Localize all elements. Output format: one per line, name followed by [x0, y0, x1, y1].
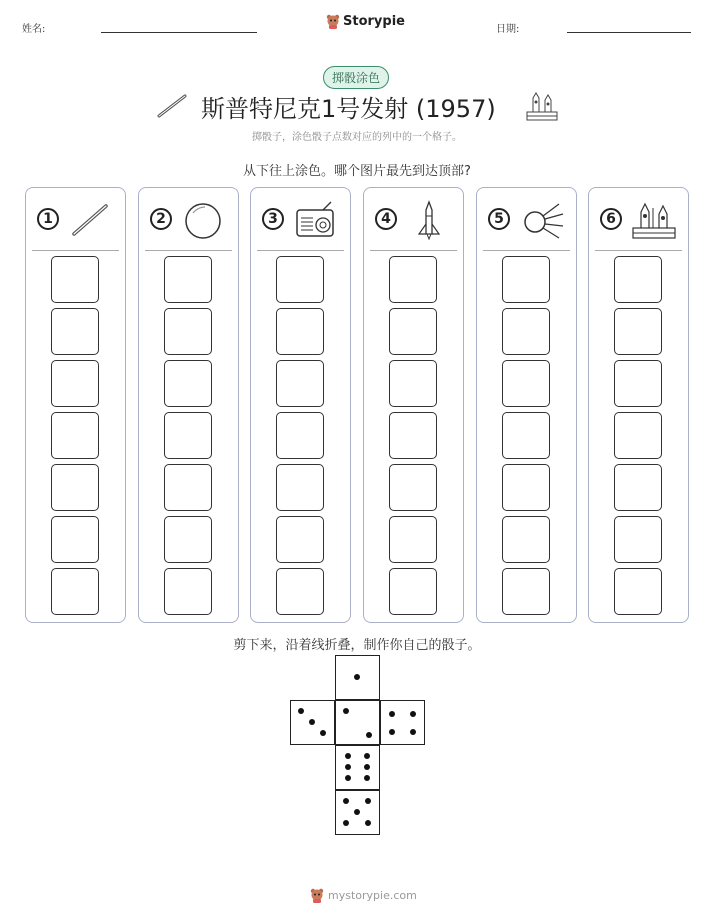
color-cell[interactable] — [502, 256, 550, 303]
color-cell[interactable] — [164, 568, 212, 615]
color-cell[interactable] — [276, 412, 324, 459]
color-cell[interactable] — [51, 412, 99, 459]
color-cell[interactable] — [389, 412, 437, 459]
color-cell[interactable] — [51, 464, 99, 511]
color-cell[interactable] — [164, 360, 212, 407]
color-cell[interactable] — [51, 256, 99, 303]
antenna-icon — [156, 93, 188, 119]
color-cell[interactable] — [614, 568, 662, 615]
column-number: 6 — [600, 208, 622, 230]
die-face-left — [290, 700, 335, 745]
column-number: 5 — [488, 208, 510, 230]
color-cell[interactable] — [276, 256, 324, 303]
column-6 — [588, 187, 689, 623]
storypie-mascot-icon — [326, 14, 340, 29]
color-cell[interactable] — [51, 360, 99, 407]
column-1 — [25, 187, 126, 623]
color-cell[interactable] — [614, 464, 662, 511]
launch-scene-icon — [525, 90, 559, 122]
brand-name: Storypie — [343, 14, 405, 29]
color-cell[interactable] — [276, 568, 324, 615]
column-number: 4 — [375, 208, 397, 230]
die-net — [290, 655, 425, 835]
subtitle: 掷骰子，涂色骰子点数对应的列中的一个格子。 — [252, 132, 462, 143]
color-cell[interactable] — [51, 568, 99, 615]
color-cell[interactable] — [276, 308, 324, 355]
storypie-mascot-icon — [310, 888, 324, 903]
sphere-icon — [181, 200, 227, 240]
column-number: 1 — [37, 208, 59, 230]
sputnik-icon — [519, 200, 565, 240]
instruction: 从下往上涂色。哪个图片最先到达顶部? — [243, 164, 471, 179]
color-cell[interactable] — [51, 516, 99, 563]
die-face-lower — [335, 745, 380, 790]
color-cell[interactable] — [164, 464, 212, 511]
color-cell[interactable] — [389, 360, 437, 407]
color-cell[interactable] — [614, 360, 662, 407]
antenna-icon — [68, 200, 114, 240]
color-cell[interactable] — [164, 256, 212, 303]
color-cell[interactable] — [614, 516, 662, 563]
column-number: 3 — [262, 208, 284, 230]
color-cell[interactable] — [614, 256, 662, 303]
column-2 — [138, 187, 239, 623]
color-cell[interactable] — [389, 568, 437, 615]
footer-url[interactable]: mystorypie.com — [328, 889, 417, 902]
color-cell[interactable] — [502, 464, 550, 511]
column-divider — [595, 250, 682, 251]
launch-scene-icon — [631, 200, 677, 240]
name-label: 姓名: — [22, 24, 46, 35]
color-cell[interactable] — [502, 516, 550, 563]
color-cell[interactable] — [276, 360, 324, 407]
color-cell[interactable] — [502, 308, 550, 355]
column-divider — [145, 250, 232, 251]
rocket-icon — [406, 200, 452, 240]
page-title: 斯普特尼克1号发射 (1957) — [201, 95, 496, 123]
column-4 — [363, 187, 464, 623]
date-field[interactable] — [567, 32, 691, 33]
column-divider — [483, 250, 570, 251]
color-cell[interactable] — [389, 256, 437, 303]
die-face-bottom — [335, 790, 380, 835]
color-cell[interactable] — [614, 308, 662, 355]
column-divider — [370, 250, 457, 251]
brand-logo — [326, 14, 405, 29]
column-5 — [476, 187, 577, 623]
radio-icon — [293, 200, 339, 240]
color-cell[interactable] — [389, 516, 437, 563]
color-cell[interactable] — [164, 308, 212, 355]
color-cell[interactable] — [389, 464, 437, 511]
color-cell[interactable] — [389, 308, 437, 355]
column-3 — [250, 187, 351, 623]
activity-badge: 掷骰涂色 — [323, 66, 389, 89]
color-cell[interactable] — [276, 516, 324, 563]
column-number: 2 — [150, 208, 172, 230]
column-divider — [257, 250, 344, 251]
cut-instruction: 剪下来，沿着线折叠，制作你自己的骰子。 — [233, 638, 481, 653]
color-cell[interactable] — [51, 308, 99, 355]
die-face-top — [335, 655, 380, 700]
die-face-center — [335, 700, 380, 745]
color-cell[interactable] — [164, 412, 212, 459]
name-field[interactable] — [101, 32, 257, 33]
color-cell[interactable] — [502, 568, 550, 615]
die-face-right — [380, 700, 425, 745]
color-cell[interactable] — [276, 464, 324, 511]
color-cell[interactable] — [502, 412, 550, 459]
color-cell[interactable] — [502, 360, 550, 407]
color-cell[interactable] — [164, 516, 212, 563]
footer — [310, 888, 417, 903]
color-cell[interactable] — [614, 412, 662, 459]
column-divider — [32, 250, 119, 251]
date-label: 日期: — [496, 24, 520, 35]
